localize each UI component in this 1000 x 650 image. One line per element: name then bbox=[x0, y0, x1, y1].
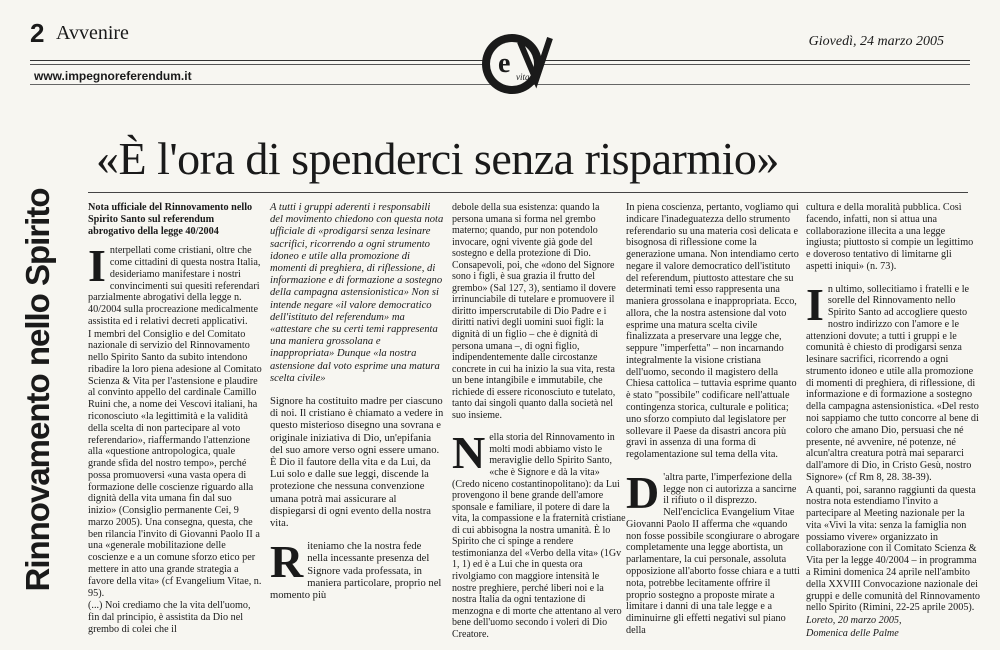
paragraph bbox=[626, 466, 800, 637]
article-column-5 bbox=[806, 202, 980, 641]
paragraph: A quanti, poi, saranno raggiunti da questa nostra nota estendiamo l'invito a partecipare al Meeting nazionale per la vita «Vivi la vita: senza la famiglia non possiamo vivere» organizzato in collaborazione con il Comitato Scienza & Vita per la legge 40/2004 – in programma a Rimini domenica 24 aprile nell'ambito della XXVIII Convocazione nazionale dei gruppi e delle comunità del Rinnovamento nello Spirito (Rimini, 22-25 aprile 2005). bbox=[806, 484, 980, 614]
article-column-2 bbox=[270, 202, 444, 603]
paragraph-text: iteniamo che la nostra fede nella incessante presenza del Signore vada professata, in maniera particolare, proprio nel momento più bbox=[270, 541, 442, 602]
headline: «È l'ora di spenderci senza risparmio» bbox=[96, 133, 779, 184]
pull-quote: A tutti i gruppi aderenti i responsabili del movimento chiedono con questa nota ufficiale di «prodigarsi senza lesinare sacrifici, ricorrendo a ogni strumento idoneo e utile alla promozione di momenti di preghiera, di riflessione, di informazione e di formazione a sostegno della campagna astensionistica» Non si intende negare «il valore democratico dell'istituto del referendum» ma «attestare che su certi temi rappresenta una maniera grossolana e inappropriata» Dunque «la nostra astensione dal voto esprime una matura scelta civile» bbox=[270, 202, 444, 384]
issue-date: Giovedì, 24 marzo 2005 bbox=[808, 34, 944, 49]
paragraph-text: n ultimo, sollecitiamo i fratelli e le sorelle del Rinnovamento nello Spirito Santo ad accogliere questo nostro indirizzo con l'amore e le attenzioni dovute; a tutti i gruppi e le comunità è chiesto di prodigarsi senza lesinare sacrifici, ricorrendo a ogni strumento idoneo e utile alla promozione di momenti di preghiera, di riflessione, di informazione e di formazione a sostegno della campagna astensionistica. «Del resto noi sappiamo che tutto concorre al bene di coloro che amano Dio, persuasi che né presente, né avvenire, né potenze, né alcun'altra creatura potrà mai separarci dall'amore di Dio, in Cristo Gesù, nostro Signore» (cf Rm 8, 28. 38-39). bbox=[806, 283, 979, 483]
drop-cap: N bbox=[452, 427, 486, 479]
paragraph-text: nterpellati come cristiani, oltre che come cittadini di questa nostra Italia, desideriamo manifestare i nostri convincimenti sui quesiti referendari parzialmente abrogativi della legge n. 40/2004 sulla procreazione medicalmente assistita ed i relativi decreti applicativi. bbox=[88, 245, 261, 327]
drop-cap: I bbox=[806, 278, 824, 330]
paragraph bbox=[452, 427, 626, 640]
paragraph-text: ella storia del Rinnovamento in molti modi abbiamo visto le meraviglie dello Spirito Santo, «che è Signore e dà la vita» (Credo niceno costantinopolitano): da Lui provengono il bene grande dell'amore sponsale e familiare, il potere di dare la vita, la compassione e la fraternità cristiane di cui abbisogna la nostra umanità. È lo Spirito che ci spinge a rendere testimonianza del «Verbo della vita» (1Gv 1, 1) ed è a Lui che in questa ora rivolgiamo con maggiore intensità le nostre preghiere, perché liberi noi e la nostra Italia da ogni tentazione di menzogna e di morte che attentano al vero bene dell'uomo secondo i voleri di Dio Creatore. bbox=[452, 432, 626, 640]
page-number: 2 bbox=[30, 18, 45, 48]
drop-cap: D bbox=[626, 466, 660, 518]
paragraph: debole della sua esistenza: quando la persona umana si forma nel grembo materno; quando, pur non potendolo invocare, ogni vivente già gode del sostegno e della protezione di Dio. Consapevoli, poi, che «dono del Signore sono i figli, è sua grazia il frutto del grembo» (Sal 127, 3), sentiamo il dovere irrinunciabile di tutelare e promuovere il diritto imperscrutabile di Dio Padre e i diritti nativi degli uomini suoi figli: la dignità di un figlio – che è dignità di persona umana –, di ogni figlio, indipendentemente dalle circostanze concrete in cui ha inizio la sua vita, resta un bene intangibile e immutabile, che richiede di essere riconosciuto e tutelato, tanto dai singoli quanto dalla società nel suo insieme. bbox=[452, 202, 616, 421]
side-section-label bbox=[8, 150, 68, 630]
paragraph: cultura e della moralità pubblica. Così facendo, infatti, non si attua una collaborazione illecita a una legge ingiusta; piuttosto si compie un legittimo e doveroso tentativo di limitarne gli aspetti iniqui» (n. 73). bbox=[806, 202, 974, 272]
article-lead: Nota ufficiale del Rinnovamento nello Spirito Santo sul referendum abrogativo della legge 40/2004 bbox=[88, 202, 253, 237]
drop-cap: I bbox=[88, 240, 106, 292]
article-column-4 bbox=[626, 202, 800, 638]
side-label-text: Rinnovamento nello Spirito bbox=[19, 188, 56, 592]
signature-place-date: Loreto, 20 marzo 2005, bbox=[806, 615, 902, 627]
paragraph bbox=[270, 536, 444, 602]
paragraph: Signore ha costituito madre per ciascuno di noi. Il cristiano è chiamato a vedere in questo misterioso disegno una sovrana e originale iniziativa di Dio, un'epifania del suo amore verso ogni essere umano. È Dio il fautore della vita e da Lui, da Lui solo e dalle sue leggi, discende la protezione che nessuna convenzione umana potrà mai assicurare al dispiegarsi di ogni evento della nostra vita. bbox=[270, 396, 444, 530]
newspaper-name: Avvenire bbox=[56, 22, 129, 44]
paragraph-text: 'altra parte, l'imperfezione della legge non ci autorizza a sancirne il rifiuto o il disprezzo. Nell'enciclica Evangelium Vitae Giovanni Paolo II afferma che «quando non fosse possibile scongiurare o abrogare completamente una legge abortista, un parlamentare, la cui personale, assoluta opposizione all'aborto fosse chiara e a tutti nota, potrebbe lecitamente offrire il proprio sostegno a proposte mirate a limitare i danni di una tale legge e a diminuirne gli effetti negativi sul piano della bbox=[626, 471, 800, 636]
vita-logo-icon bbox=[476, 20, 556, 100]
signature-day: Domenica delle Palme bbox=[806, 627, 899, 639]
paragraph bbox=[806, 278, 980, 484]
svg-text:e: e bbox=[498, 48, 511, 79]
drop-cap: R bbox=[270, 536, 304, 588]
headline-rule bbox=[88, 192, 968, 193]
paragraph bbox=[88, 240, 262, 327]
paragraph: (...) Noi crediamo che la vita dell'uomo, fin dal principio, è assistita da Dio nel grembo di colei che il bbox=[88, 600, 251, 635]
website-url: www.impegnoreferendum.it bbox=[34, 69, 192, 83]
article-column-3 bbox=[452, 202, 626, 641]
paragraph: I membri del Consiglio e del Comitato nazionale di servizio del Rinnovamento nello Spirito Santo da subito intendono ribadire la loro piena adesione al Comitato Scienza & Vita per l'astensione e plaudire al convinto appello del cardinale Camillo Ruini che, a nome dei Vescovi italiani, ha riconosciuto «la legittimità e la validità della scelta di non partecipare al voto referendario», riaffermando l'attenzione alla «questione antropologica, quale grande sfida del nostro tempo», perché possa promuoversi «una vasta opera di formazione delle coscienze riguardo alla dignità della vita umana fin dal suo inizio» (Consiglio permanente Cei, 9 marzo 2005). Una consegna, questa, che ben rilancia l'invito di Giovanni Paolo II a una «generale mobilitazione delle coscienze e a un comune sforzo etico per mettere in atto una grande strategia a favore della vita» (cf Evangelium Vitae, n. 95). bbox=[88, 328, 262, 599]
paragraph: In piena coscienza, pertanto, vogliamo qui indicare l'inadeguatezza dello strumento referendario su una materia così delicata e bisognosa di riflessione come la generazione umana. Non intendiamo certo negare il valore democratico dell'istituto del referendum, piuttosto attestare che su determinati temi esso rappresenta una maniera grossolana e inappropriata. Ecco, allora, che la nostra astensione dal voto esprime una matura scelta civile finalizzata a preservare una legge che, seppure "imperfetta" – non incarnando integralmente la visione cristiana dell'uomo, secondo il magistero della Chiesa cattolica – tuttavia esprime quanto è stato "possibile" codificare nell'attuale contingenza storica, culturale e politica; uno sforzo compiuto dal legislatore per sollevare il Paese da disastri ancora più gravi in assenza di una forma di regolamentazione sul tema della vita. bbox=[626, 202, 799, 461]
logo-text: vita bbox=[516, 72, 530, 82]
article-column-1 bbox=[88, 202, 262, 637]
